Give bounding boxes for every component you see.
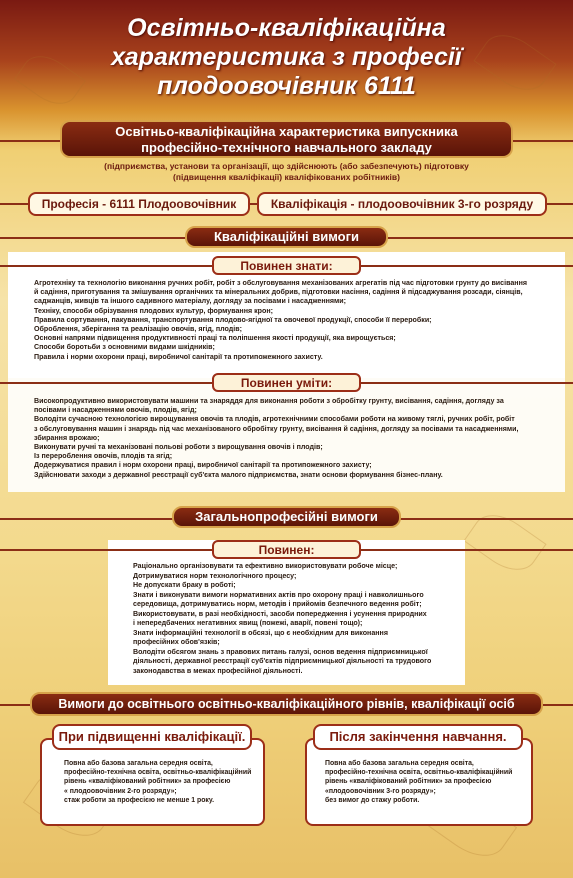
list-item: Правила сортування, пакування, транспортування плодово-ягідної та овочевої продукції, способи її переробки; — [34, 315, 432, 324]
list-item: Основні напрями підвищення продуктивності праці та поліпшення якості продукції, яка вирощується; — [34, 334, 396, 343]
list-item: «плодоовочівник 3-го розряду»; — [325, 787, 436, 795]
list-item: Із перероблення овочів, плодів та ягід; — [34, 452, 173, 461]
graduation-list — [325, 759, 512, 805]
graduate-band-line: Освітньо-кваліфікаційна характеристика випускника — [115, 124, 458, 139]
list-item: Використовувати, в разі необхідності, засоби попередження і усунення природних — [133, 609, 427, 618]
title-line: Освітньо-кваліфікаційна — [127, 14, 446, 42]
must-know-list — [34, 279, 527, 362]
list-item: без вимог до стажу роботи. — [325, 796, 420, 804]
list-item: Правила і норми охорони праці, виробничої санітарії та протипожежного захисту. — [34, 352, 323, 361]
title-line: характеристика з професії — [111, 43, 462, 71]
list-item: Додержуватися правил і норм охорони праці, виробничої санітарії та протипожежного захисту; — [34, 461, 372, 470]
list-item: Високопродуктивно використовувати машини та знаряддя для виконання роботи з обробітку грунту, висівання, садіння, догляду за — [34, 397, 504, 405]
list-item: Володіти обсягом знань з правових питань галузі, основ ведення підприємницької — [133, 647, 428, 656]
subtitle-line: (підприємства, установи та організації, що здійснюють (або забезпечують) підготовку — [104, 161, 469, 171]
list-item: посівами і насадженнями овочів, плодів, ягід; — [34, 406, 197, 415]
list-item: Знати і виконувати вимоги нормативних актів про охорону праці і навколишнього — [133, 590, 424, 599]
list-item: Не допускати браку в роботі; — [133, 581, 236, 589]
qual-requirements-title: Кваліфікаційні вимоги — [185, 226, 388, 248]
upgrade-list — [64, 759, 251, 805]
list-item: і непередбачених негативних явищ (пожежі, аварії, повені тощо); — [133, 619, 363, 627]
list-item: Повна або базова загальна середня освіта, — [325, 760, 474, 767]
list-item: Володіти сучасною технологією вирощування овочів та плодів, агротехнічними способами роботи на живому тяглі, ручних робіт, робіт — [34, 415, 515, 424]
general-requirements-list — [133, 562, 431, 676]
education-requirements-title: Вимоги до освітнього освітньо-кваліфікаційного рівнів, кваліфікації осіб — [30, 692, 543, 716]
list-item: стаж роботи за професією не менше 1 року. — [64, 796, 215, 804]
list-item: Техніку, способи обрізування плодових культур, формування крон; — [34, 306, 273, 315]
list-item: збирання врожаю; — [34, 433, 100, 442]
graduate-band — [60, 120, 513, 158]
list-item: рівень «кваліфікований робітник» за професією — [325, 778, 492, 786]
list-item: Способи боротьби з основними видами шкідників; — [34, 343, 215, 352]
page-title — [0, 14, 573, 101]
title-line: плодоовочівник 6111 — [157, 72, 416, 100]
list-item: Виконувати ручні та механізовані польові роботи з вирощування овочів і плодів; — [34, 443, 323, 452]
must-do-title: Повинен уміти: — [212, 373, 361, 392]
list-item: Агротехніку та технологію виконання ручних робіт, робіт з обслуговування механізованих агрегатів під час підготовки грунту до висівання — [34, 279, 528, 287]
list-item: законодавства в межах професійної діяльності. — [133, 666, 303, 675]
list-item: професійних обов'язків; — [133, 638, 220, 646]
subtitle-line: (підвищення кваліфікації) кваліфікованих робітників) — [173, 172, 400, 182]
list-item: Здійснювати заходи з державної реєстрації суб'єкта малого підприємства, знати основи формування бізнес-плану. — [34, 470, 443, 479]
list-item: професійно-технічна освіта, освітньо-кваліфікаційний — [64, 769, 252, 777]
list-item: професійно-технічна освіта, освітньо-кваліфікаційний — [325, 769, 513, 777]
upgrade-title: При підвищенні кваліфікації. — [52, 724, 252, 750]
general-must-title: Повинен: — [212, 540, 361, 559]
list-item: з обслуговування машин і знарядь під час механізованого обробітку грунту, висівання й садіння, догляду за посівами та насадженнями, — [34, 424, 519, 433]
qualification-label: Кваліфікація - плодоовочівник 3-го розряду — [257, 192, 547, 216]
list-item: Повна або базова загальна середня освіта, — [64, 760, 213, 767]
general-requirements-title: Загальнопрофесійні вимоги — [172, 506, 401, 528]
subtitle — [60, 161, 513, 183]
must-do-list — [34, 397, 519, 480]
list-item: Раціонально організовувати та ефективно використовувати робоче місце; — [133, 562, 398, 570]
must-know-title: Повинен знати: — [212, 256, 361, 275]
graduate-band-line: професійно-технічного навчального закладу — [141, 140, 432, 155]
list-item: діяльності, державної реєстрації суб'єктів підприємницької діяльності та трудового — [133, 657, 432, 665]
list-item: Дотримуватися норм технологічного процесу; — [133, 571, 297, 580]
list-item: « плодоовочівник 2-го розряду»; — [64, 787, 177, 795]
profession-label: Професія - 6111 Плодоовочівник — [28, 192, 250, 216]
list-item: Оброблення, зберігання та реалізацію овочів, ягід, плодів; — [34, 325, 242, 334]
list-item: саджанців, живців та іншого садивного матеріалу, догляду за посівами і насадженнями; — [34, 297, 347, 306]
list-item: середовища, дотримуватись норм, методів і прийомів безпечного ведення робіт; — [133, 600, 422, 608]
list-item: й садіння, приготування та змішування органічних та мінеральних добрив, підготовки насіння, садіння й підсаджування розсади, сіянців, — [34, 288, 523, 297]
list-item: рівень «кваліфікований робітник» за професією — [64, 778, 231, 786]
graduation-title: Після закінчення навчання. — [313, 724, 523, 750]
list-item: Знати інформаційні технології в обсязі, що є необхідним для виконання — [133, 628, 388, 637]
